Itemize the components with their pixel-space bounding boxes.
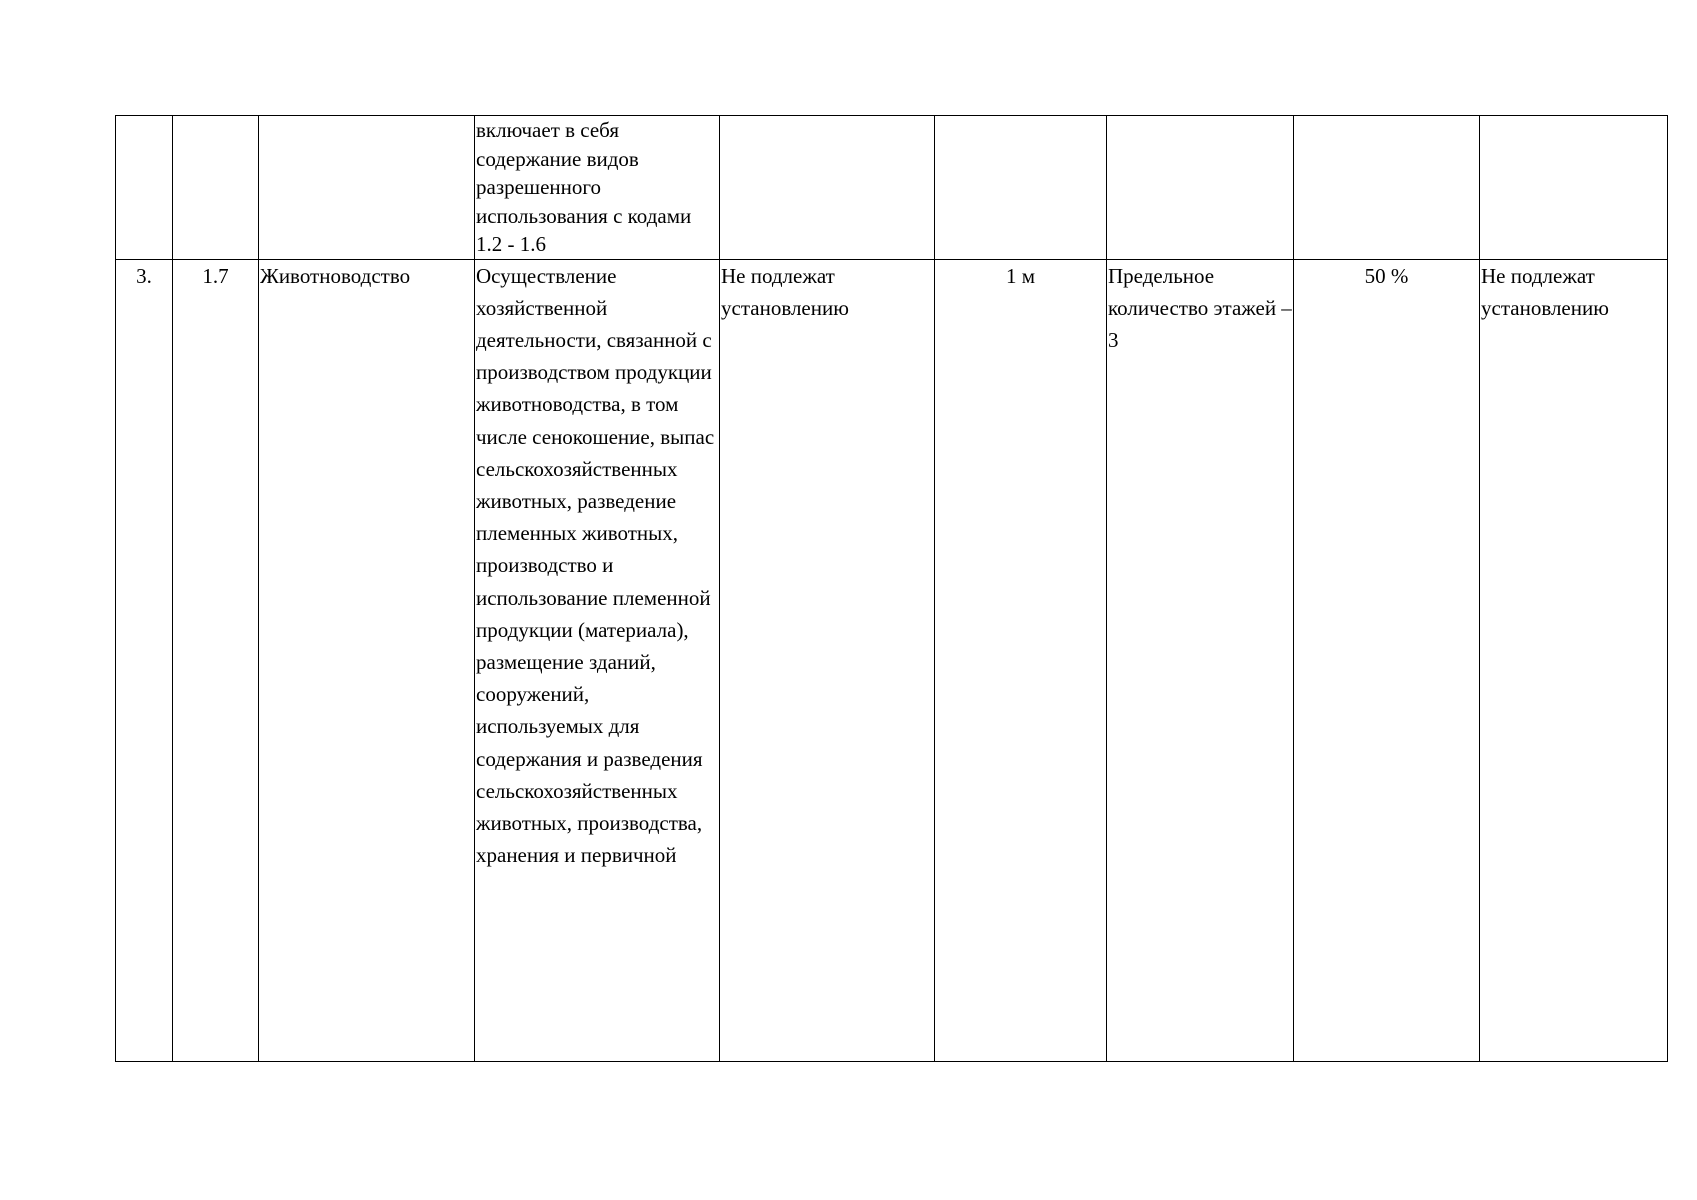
row-number-text: 3. bbox=[136, 263, 152, 288]
cell-min-setback bbox=[935, 259, 1107, 1061]
cell-code bbox=[173, 259, 259, 1061]
plot-size-text: Не подлежат установлению bbox=[721, 263, 849, 320]
table-row-continuation bbox=[116, 116, 1668, 260]
cell-name bbox=[259, 259, 475, 1061]
min-setback-text: 1 м bbox=[1005, 263, 1036, 288]
max-floors-text: Предельное количество этажей – 3 bbox=[1108, 263, 1292, 352]
cell-max-floors bbox=[1107, 116, 1294, 260]
cell-name bbox=[259, 116, 475, 260]
cell-other-params bbox=[1480, 116, 1668, 260]
cell-plot-size bbox=[720, 116, 935, 260]
cell-max-coverage bbox=[1294, 116, 1480, 260]
cell-min-setback bbox=[935, 116, 1107, 260]
cell-max-floors bbox=[1107, 259, 1294, 1061]
cell-max-coverage bbox=[1294, 259, 1480, 1061]
use-name-text: Животноводство bbox=[260, 263, 411, 288]
cell-number bbox=[116, 116, 173, 260]
use-code-text: 1.7 bbox=[202, 263, 229, 288]
description-text: Осуществление хозяйственной деятельности, связанной с производством продукции животноводства, в том числе сенокошение, выпас сельскохозяйственных животных, разведение племенных животных, производство и использование племенной продукции (материала), размещение зданий, сооружений, используемых для содержания и разведения сельскохозяйственных животных, производства, хранения и первичной bbox=[476, 263, 715, 868]
description-text: включает в себя содержание видов разрешенного использования с кодами 1.2 - 1.6 bbox=[476, 118, 692, 256]
cell-other-params bbox=[1480, 259, 1668, 1061]
land-use-regulations-table bbox=[115, 115, 1668, 1062]
other-params-text: Не подлежат установлению bbox=[1481, 263, 1609, 320]
cell-number bbox=[116, 259, 173, 1061]
cell-plot-size bbox=[720, 259, 935, 1061]
cell-description bbox=[475, 116, 720, 260]
cell-code bbox=[173, 116, 259, 260]
table-row-3 bbox=[116, 259, 1668, 1061]
cell-description bbox=[475, 259, 720, 1061]
max-coverage-text: 50 % bbox=[1364, 263, 1409, 288]
